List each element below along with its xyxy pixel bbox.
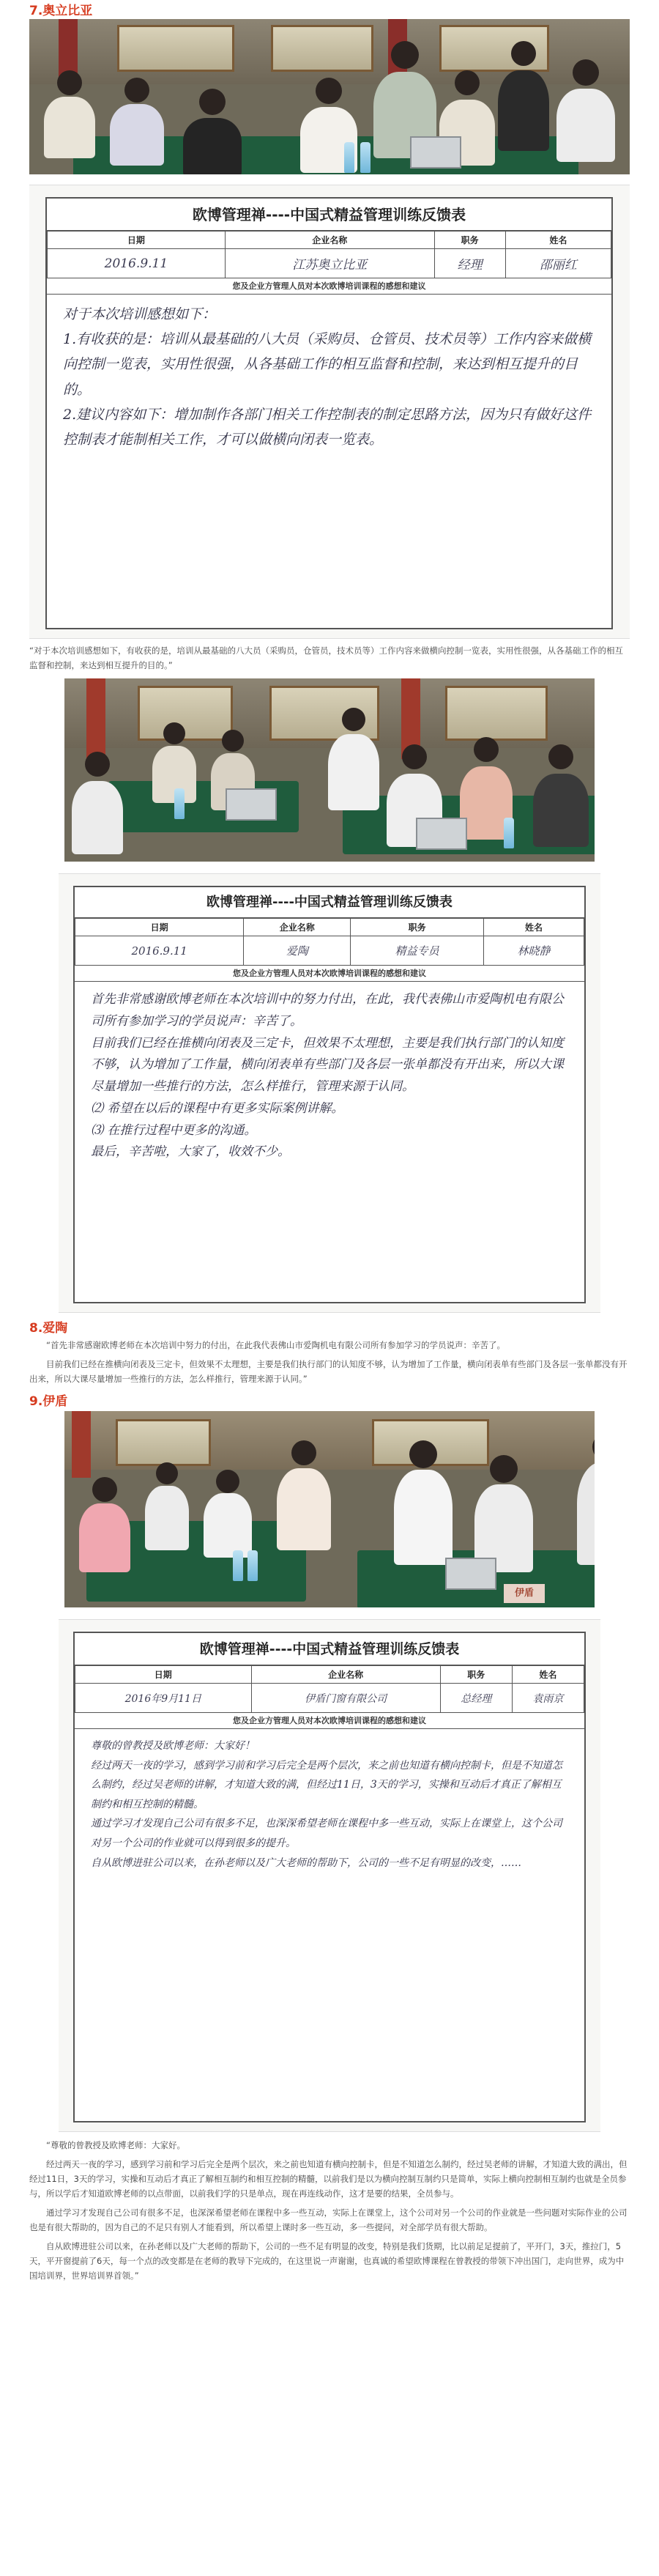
feedback-form-photo <box>59 873 600 1313</box>
value-position: 总经理 <box>440 1684 512 1713</box>
nameplate: 伊盾 <box>504 1584 545 1603</box>
feedback-quote: “尊敬的曾教授及欧博老师：大家好。 <box>46 2140 185 2150</box>
value-company: 江苏奥立比亚 <box>225 249 434 278</box>
feedback-form <box>73 1632 586 2122</box>
header-name: 姓名 <box>505 232 611 249</box>
form-note: 您及企业方管理人员对本次欧博培训课程的感想和建议 <box>75 966 584 982</box>
feedback-paragraph: 通过学习才发现自己公司有很多不足，也深深希望老师在课程中多一些互动，实际上在课堂上，这个公司对另一个公司的作业就是一些问题对实际作业的公司也是有很大帮助的，因为自己的不足只有别人才能看到，所以希望上课时多一些互动，多一些提问，对全部学员有很大帮助。 <box>29 2207 628 2232</box>
handwritten-feedback: 对于本次培训感想如下： 1.有收获的是：培训从最基础的八大员（采购员、仓管员、技术员等）工作内容来做横向控制一览表，实用性很强，从各基础工作的相互监督和控制，来达到相互提升的目的。 2.建议内容如下：增加制作各部门相关工作控制表的制定思路方法，因为只有做好这件控制表才能制相关工作，才可以做横向闭表一览表。 <box>63 306 592 448</box>
header-position: 职务 <box>434 232 505 249</box>
form-info-table <box>75 918 584 966</box>
handwritten-feedback: 首先非常感谢欧博老师在本次培训中的努力付出，在此，我代表佛山市爱陶机电有限公司所有参加学习的学员说声：辛苦了。 目前我们已经在推横向闭表及三定卡，但效果不太理想，主要是我们执行部门的认知度不够，认为增加了工作量，横向闭表单有些部门及各层一张单都没有开出来，所以大课尽量增加一些推行的方法，怎么样推行，管理来源于认同。 ⑵ 希望在以后的课程中有更多实际案例讲解。 ⑶ 在推行过程中更多的沟通。 最后，辛苦啦，大家了，收效不少。 <box>91 992 564 1160</box>
feedback-paragraph: 目前我们已经在推横向闭表及三定卡，但效果不太理想，主要是我们执行部门的认知度不够，认为增加了工作量，横向闭表单有些部门及各层一张单都没有开出来，所以大课尽量增加一些推行的方法，怎么样推行，管理来源于认同。” <box>29 1359 628 1384</box>
feedback-paragraph: 自从欧博进驻公司以来，在孙老师以及广大老师的帮助下，公司的一些不足有明显的改变，特别是我们货期，比以前足足提前了，平开门，3天，推拉门，5天，平开窗提前了6天，每一个点的改变都是在老师的教导下完成的，在这里说一声谢谢，也真诚的希望欧博课程在曾教授的带领下冲出国门，走向世界，成为中国培训界，世界培训界首领。” <box>29 2241 625 2281</box>
value-date: 2016年9月11日 <box>75 1684 252 1713</box>
feedback-form-photo <box>29 185 630 639</box>
header-name: 姓名 <box>483 919 584 936</box>
form-info-table <box>47 231 611 278</box>
value-position: 经理 <box>434 249 505 278</box>
header-position: 职务 <box>351 919 484 936</box>
value-name: 林晓静 <box>483 936 584 966</box>
form-info-table <box>75 1665 584 1713</box>
feedback-paragraph: 经过两天一夜的学习，感到学习前和学习后完全是两个层次，来之前也知道有横向控制卡，但是不知道怎么制约，经过吴老师的讲解，才知道大致的满出，但经过11日，3天的学习，实操和互动后才真正了解相互制约和相互控制的精髓，以前我们是以为横向控制互制约只是简单，实际上横向控制相互制约也就是全员参与，所以学后才知道欧博老师的以点带面，以前我们学的只是单点，现在再连线动作，这才是要的结果，全员参与。 <box>29 2159 628 2199</box>
value-name: 袁雨京 <box>512 1684 584 1713</box>
header-date: 日期 <box>75 1666 252 1684</box>
feedback-form <box>73 886 586 1303</box>
header-company: 企业名称 <box>251 1666 440 1684</box>
training-photo <box>64 678 595 862</box>
training-photo <box>29 19 630 174</box>
handwritten-feedback: 尊敬的曾教授及欧博老师：大家好！ 经过两天一夜的学习，感到学习前和学习后完全是两个层次，来之前也知道有横向控制卡，但是不知道怎么制约，经过吴老师的讲解，才知道大致的满，但经过11日，3天的学习，实操和互动后才真正了解相互制约和相互控制的精髓。 通过学习才发现自己公司有很多不足，也深深希望老师在课程中多一些互动，实际上在课堂上，这个公司对另一个公司的作业就可以得到很多的提升。 自从欧博进驻公司以来，在孙老师以及广大老师的帮助下，公司的一些不足有明显的改变，…… <box>91 1740 562 1869</box>
header-date: 日期 <box>75 919 244 936</box>
value-name: 邵丽红 <box>505 249 611 278</box>
form-note: 您及企业方管理人员对本次欧博培训课程的感想和建议 <box>47 278 611 295</box>
feedback-form <box>45 197 613 629</box>
header-date: 日期 <box>48 232 226 249</box>
value-position: 精益专员 <box>351 936 484 966</box>
header-company: 企业名称 <box>244 919 351 936</box>
training-photo <box>64 1411 595 1607</box>
form-title: 欧博管理禅----中国式精益管理训练反馈表 <box>75 887 584 918</box>
form-title: 欧博管理禅----中国式精益管理训练反馈表 <box>47 199 611 231</box>
value-company: 伊盾门窗有限公司 <box>251 1684 440 1713</box>
section-title: 8.爱陶 <box>29 1321 68 1336</box>
feedback-form-photo <box>59 1619 600 2132</box>
header-position: 职务 <box>440 1666 512 1684</box>
header-name: 姓名 <box>512 1666 584 1684</box>
feedback-quote: “对于本次培训感想如下，有收获的是，培训从最基础的八大员（采购员，仓管员，技术员等）工作内容来做横向控制一览表，实用性很强，从各基础工作的相互监督和控制，来达到相互提升的目的。” <box>29 645 623 670</box>
form-title: 欧博管理禅----中国式精益管理训练反馈表 <box>75 1633 584 1665</box>
feedback-quote: “首先非常感谢欧博老师在本次培训中努力的付出，在此我代表佛山市爱陶机电有限公司所有参加学习的学员说声：辛苦了。 <box>46 1340 505 1350</box>
value-company: 爱陶 <box>244 936 351 966</box>
value-date: 2016.9.11 <box>75 936 244 966</box>
header-company: 企业名称 <box>225 232 434 249</box>
form-note: 您及企业方管理人员对本次欧博培训课程的感想和建议 <box>75 1713 584 1729</box>
value-date: 2016.9.11 <box>48 249 226 278</box>
section-title: 7.奥立比亚 <box>29 4 93 18</box>
section-title: 9.伊盾 <box>29 1394 68 1409</box>
